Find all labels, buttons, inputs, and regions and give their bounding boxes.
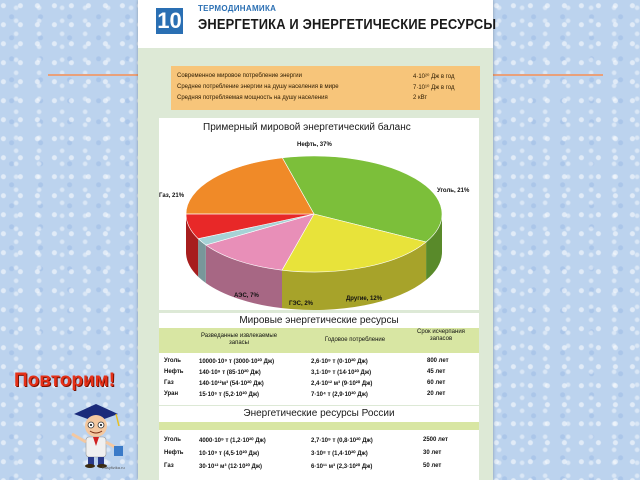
row-reserves: 4000·10⁹ т (1,2·10²⁰ Дж) (199, 438, 266, 444)
pie-wall-ГЭС (198, 239, 206, 283)
fact-row (177, 73, 455, 80)
row-annual: 2,7·10⁹ т (0,8·10²⁰ Дж) (311, 438, 373, 444)
russia-resources-band (159, 422, 479, 430)
poster-subject: ТЕРМОДИНАМИКА (198, 4, 277, 13)
russia-resources-card (159, 406, 479, 480)
professor-mascot-icon (62, 400, 134, 470)
row-name: Нефть (164, 450, 184, 456)
row-annual: 3,1·10⁹ т (14·10²⁰ Дж) (311, 370, 372, 376)
label-gas: Газ, 21% (159, 193, 185, 199)
poster-number: 10 (157, 8, 182, 33)
mascot-credit: Easyfizika.ru (102, 465, 125, 470)
row-annual: 6·10¹¹ м³ (2,3·10²⁰ Дж) (311, 464, 373, 470)
row-name: Уголь (164, 437, 181, 443)
repeat-heading: Повторим! (14, 370, 116, 391)
fact-row (177, 95, 428, 101)
label-coal: Уголь, 21% (437, 188, 470, 194)
row-depletion: 60 лет (427, 380, 446, 386)
row-name: Уголь (164, 358, 181, 364)
row-annual: 3·10⁸ т (1,4·10²⁰ Дж) (311, 451, 368, 457)
poster-title: ЭНЕРГЕТИКА И ЭНЕРГЕТИЧЕСКИЕ РЕСУРСЫ (198, 16, 497, 33)
row-annual: 2,4·10¹² м³ (9·10²⁰ Дж) (311, 381, 373, 387)
label-oil: Нефть, 37% (297, 142, 332, 148)
pie-top-slices (186, 156, 442, 272)
label-other: Другие, 12% (346, 296, 383, 302)
row-depletion: 30 лет (423, 450, 442, 456)
label-hydro: ГЭС, 2% (289, 301, 314, 307)
russia-resources-title: Энергетические ресурсы России (243, 408, 395, 419)
row-reserves: 15·10⁶ т (5,2·10²⁰ Дж) (199, 392, 259, 398)
energy-poster (138, 0, 497, 480)
row-annual: 2,6·10⁹ т (0·10²⁰ Дж) (311, 359, 368, 365)
row-depletion: 20 лет (427, 391, 446, 397)
fact-row (177, 84, 455, 91)
fact-value: 4·10²⁰ Дж в год (413, 74, 455, 80)
row-annual: 7·10⁴ т (2,9·10²⁰ Дж) (311, 392, 368, 398)
world-resources-title: Мировые энергетические ресурсы (239, 315, 399, 326)
fact-label: Современное мировое потребление энергии (177, 73, 302, 79)
row-name: Уран (164, 391, 179, 397)
col-header-depletion: Срок исчерпания запасов (417, 329, 465, 342)
row-depletion: 800 лет (427, 358, 449, 364)
chart-title: Примерный мировой энергетический баланс (203, 122, 411, 133)
poster-header (138, 0, 497, 48)
decor-line-left (48, 74, 138, 76)
row-depletion: 50 лет (423, 463, 442, 469)
row-depletion: 45 лет (427, 369, 446, 375)
decor-line-right (493, 74, 603, 76)
row-reserves: 10000·10⁹ т (3000·10²⁰ Дж) (199, 359, 275, 365)
row-depletion: 2500 лет (423, 437, 448, 443)
fact-label: Среднее потребление энергии на душу населения в мире (177, 84, 339, 90)
row-reserves: 140·10¹²м³ (54·10²⁰ Дж) (199, 381, 264, 387)
row-name: Газ (164, 380, 174, 386)
col-header-reserves: Разведанные извлекаемые запасы (200, 333, 278, 346)
world-resources-card (159, 313, 479, 405)
row-reserves: 10·10⁹ т (4,5·10²⁰ Дж) (199, 451, 260, 457)
row-name: Нефть (164, 369, 184, 375)
energy-facts-box (171, 66, 480, 110)
label-nuclear: АЭС, 7% (234, 293, 259, 299)
energy-balance-card (159, 118, 479, 310)
fact-value: 7·10¹⁰ Дж в год (413, 85, 455, 91)
row-name: Газ (164, 463, 174, 469)
fact-value: 2 кВт (413, 95, 428, 101)
fact-label: Средняя потребляемая мощность на душу населения (177, 95, 328, 101)
row-reserves: 30·10¹² м³ (12·10²⁰ Дж) (199, 464, 263, 470)
row-reserves: 140·10⁹ т (85·10²⁰ Дж) (199, 370, 261, 376)
col-header-annual: Годовое потребление (324, 337, 386, 343)
